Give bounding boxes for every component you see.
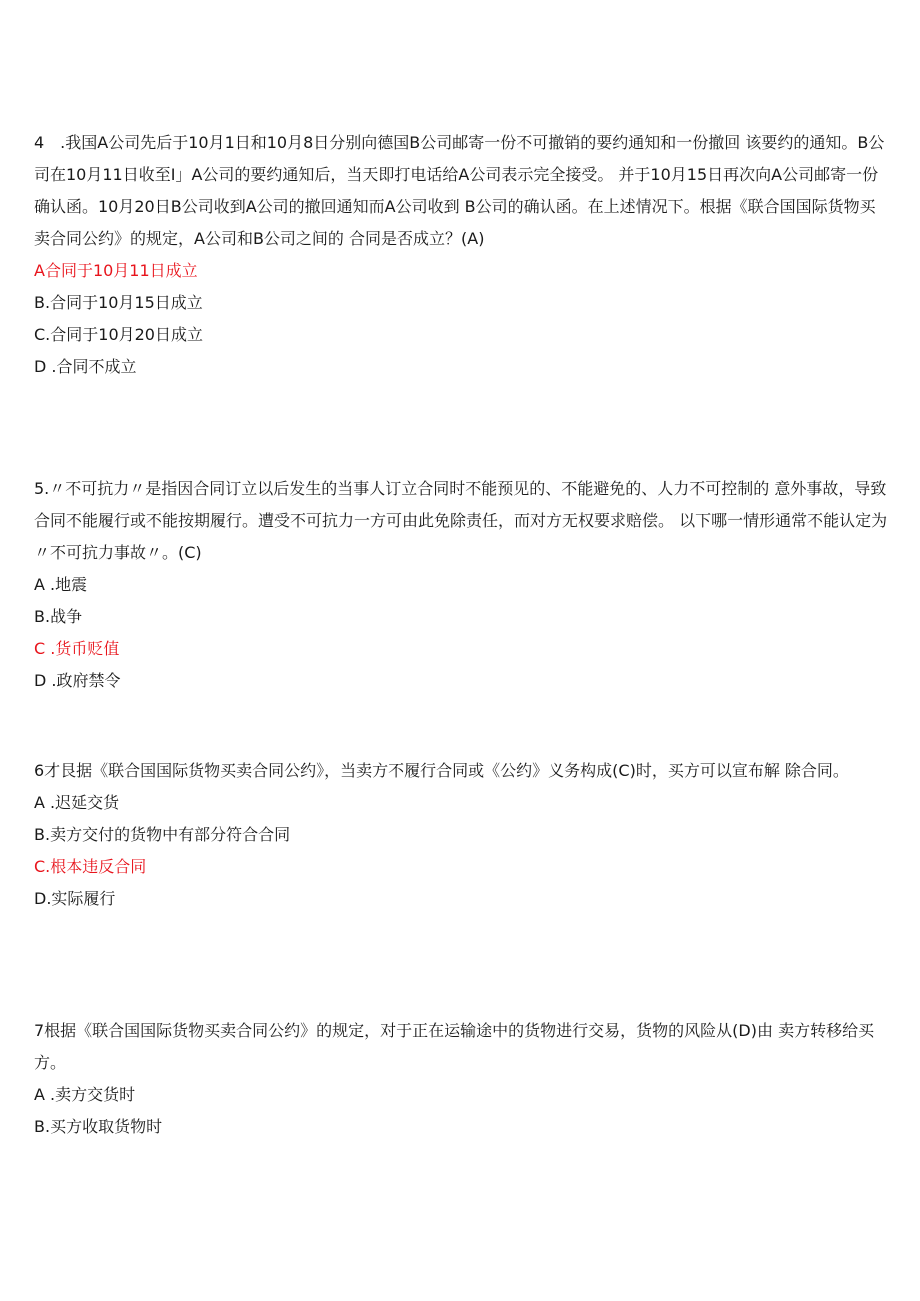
question-4-option-b: B.合同于10月15日成立 [34, 293, 203, 312]
question-5-stem: 5.〃不可抗力〃是指因合同订立以后发生的当事人订立合同时不能预见的、不能避免的、人力不可控制的 意外事故，导致合同不能履行或不能按期履行。遭受不可抗力一方可由此免除责任，而对方无权要求赔偿。 以下哪一情形通常不能认定为〃不可抗力事故〃。(C) [34, 479, 888, 562]
question-6-stem: 6才艮据《联合国国际货物买卖合同公约》，当卖方不履行合同或《公约》义务构成(C)时，买方可以宣布解 除合同。 [34, 761, 849, 780]
question-7-option-b: B.买方收取货物时 [34, 1117, 163, 1136]
question-5-option-c: C .货币贬值 [34, 639, 120, 658]
question-5-option-d: D .政府禁令 [34, 671, 121, 690]
question-7-option-a: A .卖方交货时 [34, 1085, 136, 1104]
question-4-option-c: C.合同于10月20日成立 [34, 325, 203, 344]
question-4-option-d: D .合同不成立 [34, 357, 137, 376]
question-5-option-a: A .地震 [34, 575, 88, 594]
question-6-option-c: C.根本违反合同 [34, 857, 147, 876]
question-7-stem: 7根据《联合国国际货物买卖合同公约》的规定，对于正在运输途中的货物进行交易，货物的风险从(D)由 卖方转移给买方。 [34, 1021, 875, 1072]
question-4-option-a: A合同于10月11日成立 [34, 261, 198, 280]
question-5 [34, 473, 890, 697]
question-4 [34, 127, 890, 383]
question-6 [34, 755, 890, 915]
question-5-option-b: B.战争 [34, 607, 83, 626]
question-6-option-b: B.卖方交付的货物中有部分符合合同 [34, 825, 291, 844]
question-6-option-a: A .迟延交货 [34, 793, 120, 812]
question-6-option-d: D.实际履行 [34, 889, 116, 908]
question-4-stem: 4 .我国A公司先后于10月1日和10月8日分别向德国B公司邮寄一份不可撤销的要约通知和一份撤回 该要约的通知。B公司在10月11日收至I」A公司的要约通知后，当天即打电话给A公司表示完全接受。 并于10月15日再次向A公司邮寄一份确认函。10月20日B公司收到A公司的撤回通知而A公司收到 B公司的确认函。在上述情况下。根据《联合国国际货物买卖合同公约》的规定，A公司和B公司之间的 合同是否成立？(A) [34, 133, 885, 248]
question-7 [34, 1015, 890, 1143]
